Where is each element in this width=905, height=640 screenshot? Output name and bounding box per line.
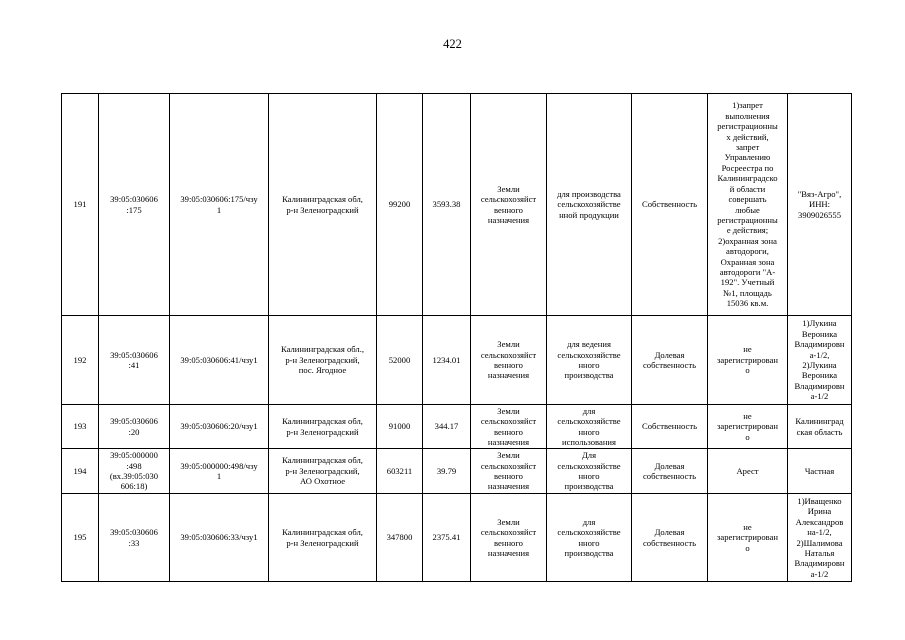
permitted-use-cell: для ведения сельскохозяйстве нного производства: [547, 316, 632, 405]
cadastral-number-cell: 39:05:030606 :20: [99, 405, 170, 449]
permitted-use-cell: для сельскохозяйстве нного производства: [547, 494, 632, 582]
row-number-cell: 193: [62, 405, 99, 449]
permitted-use-cell: для производства сельскохозяйстве нной продукции: [547, 94, 632, 316]
address-cell: Калининградская обл, р-н Зеленоградский: [269, 94, 377, 316]
total-area-cell: 52000: [377, 316, 423, 405]
parcel-part-cell: 39:05:030606:33/чзу1: [170, 494, 269, 582]
right-type-cell: Собственность: [632, 405, 708, 449]
part-area-cell: 344.17: [423, 405, 471, 449]
land-category-cell: Земли сельскохозяйст венного назначения: [471, 316, 547, 405]
encumbrance-cell: 1)запрет выполнения регистрационны х действий, запрет Управлению Росреестра по Калининградско й области совершать любые регистрационны е действия; 2)охранная зона автодороги, Охранная зона автодороги "А- 192". Учетный №1, площадь 15036 кв.м.: [708, 94, 788, 316]
cadastral-number-cell: 39:05:000000 :498 (вх.39:05:030 606:18): [99, 449, 170, 494]
right-holder-cell: 1)Иващенко Ирина Александров на-1/2, 2)Шалимова Наталья Владимировн а-1/2: [788, 494, 852, 582]
right-holder-cell: "Вяз-Агро", ИНН: 3909026555: [788, 94, 852, 316]
right-holder-cell: Частная: [788, 449, 852, 494]
parcel-part-cell: 39:05:030606:20/чзу1: [170, 405, 269, 449]
permitted-use-cell: Для сельскохозяйстве нного производства: [547, 449, 632, 494]
table-row: [62, 316, 852, 405]
part-area-cell: 2375.41: [423, 494, 471, 582]
row-number-cell: 194: [62, 449, 99, 494]
right-holder-cell: Калининград ская область: [788, 405, 852, 449]
right-type-cell: Долевая собственность: [632, 449, 708, 494]
parcel-part-cell: 39:05:000000:498/чзу 1: [170, 449, 269, 494]
address-cell: Калининградская обл, р-н Зеленоградский: [269, 494, 377, 582]
part-area-cell: 3593.38: [423, 94, 471, 316]
cadastral-number-cell: 39:05:030606 :41: [99, 316, 170, 405]
table-row: [62, 449, 852, 494]
table-row: [62, 94, 852, 316]
total-area-cell: 91000: [377, 405, 423, 449]
total-area-cell: 347800: [377, 494, 423, 582]
total-area-cell: 603211: [377, 449, 423, 494]
part-area-cell: 1234.01: [423, 316, 471, 405]
row-number-cell: 195: [62, 494, 99, 582]
table-row: [62, 405, 852, 449]
parcel-part-cell: 39:05:030606:41/чзу1: [170, 316, 269, 405]
parcel-part-cell: 39:05:030606:175/чзу 1: [170, 94, 269, 316]
total-area-cell: 99200: [377, 94, 423, 316]
part-area-cell: 39.79: [423, 449, 471, 494]
right-type-cell: Долевая собственность: [632, 494, 708, 582]
land-parcels-table: [61, 93, 852, 582]
land-category-cell: Земли сельскохозяйст венного назначения: [471, 405, 547, 449]
page-number: 422: [443, 37, 462, 51]
cadastral-number-cell: 39:05:030606 :33: [99, 494, 170, 582]
table-row: [62, 494, 852, 582]
permitted-use-cell: для сельскохозяйстве нного использования: [547, 405, 632, 449]
row-number-cell: 191: [62, 94, 99, 316]
land-category-cell: Земли сельскохозяйст венного назначения: [471, 494, 547, 582]
land-category-cell: Земли сельскохозяйст венного назначения: [471, 449, 547, 494]
encumbrance-cell: не зарегистрирован о: [708, 316, 788, 405]
land-category-cell: Земли сельскохозяйст венного назначения: [471, 94, 547, 316]
right-type-cell: Собственность: [632, 94, 708, 316]
encumbrance-cell: Арест: [708, 449, 788, 494]
address-cell: Калининградская обл, р-н Зеленоградский, АО Охотное: [269, 449, 377, 494]
encumbrance-cell: не зарегистрирован о: [708, 494, 788, 582]
address-cell: Калининградская обл., р-н Зеленоградский, пос. Ягодное: [269, 316, 377, 405]
address-cell: Калининградская обл, р-н Зеленоградский: [269, 405, 377, 449]
right-holder-cell: 1)Лукина Вероника Владимировн а-1/2, 2)Лукина Вероника Владимировн а-1/2: [788, 316, 852, 405]
cadastral-number-cell: 39:05:030606 :175: [99, 94, 170, 316]
row-number-cell: 192: [62, 316, 99, 405]
right-type-cell: Долевая собственность: [632, 316, 708, 405]
encumbrance-cell: не зарегистрирован о: [708, 405, 788, 449]
